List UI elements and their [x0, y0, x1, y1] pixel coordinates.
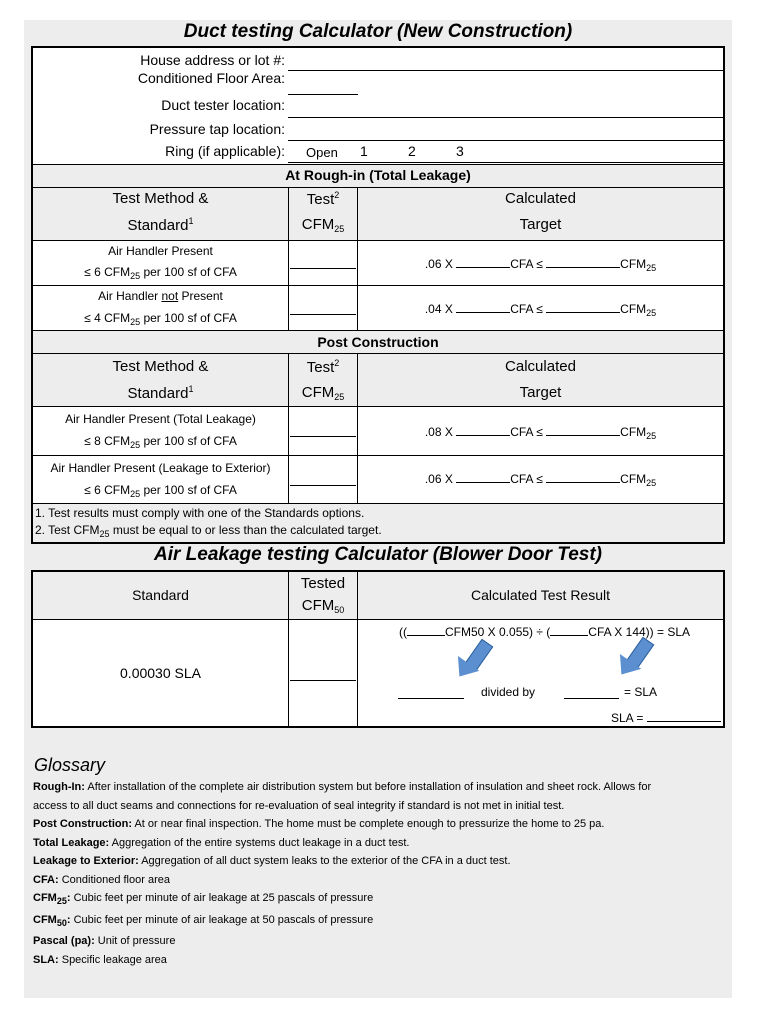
post-method-header-2: Standard$^1$: [127, 384, 194, 402]
post-test-header-2: $CFM_{25}$: [301, 384, 345, 402]
glossary-item: Rough-In: After installation of the complete air distribution system but before installation of insulation and sheet rock. Allows for: [33, 781, 652, 793]
target-header-2: Target: [519, 216, 562, 233]
sla-result-input[interactable]: [647, 710, 721, 722]
glossary-list: [33, 778, 728, 969]
ring-option-2[interactable]: 2: [408, 143, 416, 159]
post-row-1-target: .08 X CFA ≤ $CFM_{25}$: [424, 425, 657, 441]
post-method-header-1: Test Method &: [112, 358, 209, 375]
tap-location-label: Pressure tap location:: [149, 121, 285, 137]
glossary-item: Post Construction: At or near final inspection. The home must be complete enough to pressurize the home to 25 pa.: [33, 818, 605, 830]
tester-location-label: Duct tester location:: [161, 97, 285, 113]
formula-cfa-input[interactable]: [550, 624, 588, 636]
glossary-item: Leakage to Exterior: Aggregation of all duct system leaks to the exterior of the CFA in a duct test.: [33, 855, 511, 867]
result-header: Calculated Test Result: [470, 587, 611, 603]
post-row-2-cfa-input[interactable]: [456, 471, 510, 483]
denominator-input[interactable]: [564, 698, 619, 699]
duct-table: [31, 46, 725, 544]
post-row-1-test-input[interactable]: [290, 436, 356, 437]
test-header-2: $CFM_{25}$: [301, 216, 345, 234]
ring-option-open[interactable]: Open: [306, 145, 338, 160]
rough-row-1-name: Air Handler Present: [108, 244, 213, 258]
rough-row-2-name: Air Handler not Present: [98, 289, 223, 303]
post-target-header-1: Calculated: [505, 358, 576, 375]
tested-cfm50-input[interactable]: [290, 680, 356, 681]
sla-formula: (( CFM50 X 0.055) ÷ ( CFA X 144)) = SLA: [399, 625, 691, 639]
rough-row-2-cfm-input[interactable]: [546, 301, 620, 313]
glossary-item: Total Leakage: Aggregation of the entire systems duct leakage in a duct test.: [33, 836, 410, 849]
post-row-1-name: Air Handler Present (Total Leakage): [65, 412, 256, 426]
glossary-item: CFA: Conditioned floor area: [33, 873, 170, 886]
note-2: 2. Test $CFM_{25}$ must be equal to or less than the calculated target.: [35, 523, 382, 539]
blower-title: Air Leakage testing Calculator (Blower Door Test): [154, 544, 602, 565]
glossary-item: SLA: Specific leakage area: [33, 953, 167, 966]
cfa-label: Conditioned Floor Area:: [137, 70, 285, 86]
numerator-input[interactable]: [398, 698, 464, 699]
divided-by-label: divided by: [481, 685, 536, 699]
address-label: House address or lot #:: [140, 52, 285, 68]
rough-row-2-standard: ≤ 4 $CFM_{25}$ per 100 sf of CFA: [84, 311, 237, 327]
post-row-1-cfa-input[interactable]: [456, 424, 510, 436]
rough-row-2-cfa-input[interactable]: [456, 301, 510, 313]
glossary-item: $CFM_{25}$: Cubic feet per minute of air leakage at 25 pascals of pressure: [33, 892, 374, 906]
duct-title: Duct testing Calculator (New Construction): [183, 21, 573, 42]
rough-row-2-target: .04 X CFA ≤ $CFM_{25}$: [424, 302, 657, 318]
equals-sla-label: = SLA: [624, 685, 658, 699]
tester-location-line[interactable]: [288, 117, 724, 118]
glossary-title: Glossary: [34, 755, 106, 775]
sla-result: SLA =: [611, 710, 721, 725]
address-line[interactable]: [288, 70, 724, 71]
post-row-2-name: Air Handler Present (Leakage to Exterior): [50, 461, 271, 475]
cfa-line[interactable]: [288, 94, 358, 95]
glossary-item: Pascal (pa): Unit of pressure: [33, 935, 176, 947]
post-row-2-test-input[interactable]: [290, 485, 356, 486]
tap-location-line[interactable]: [288, 140, 724, 141]
rough-row-1-cfa-input[interactable]: [456, 256, 510, 268]
formula-cfm50-input[interactable]: [407, 624, 445, 636]
ring-option-1[interactable]: 1: [360, 143, 368, 159]
blower-table: [31, 570, 725, 728]
post-row-2-target: .06 X CFA ≤ $CFM_{25}$: [424, 472, 657, 488]
rough-row-1-target: .06 X CFA ≤ $CFM_{25}$: [424, 257, 657, 273]
glossary-item: access to all duct seams and connections for re-evaluation of seal integrity if standard is not met in initial test.: [33, 799, 565, 812]
target-header-1: Calculated: [505, 190, 576, 207]
post-construction-heading: Post Construction: [317, 334, 439, 350]
tested-header-2: $CFM_{50}$: [301, 597, 345, 615]
rough-row-2-test-input[interactable]: [290, 314, 356, 315]
calculator-page: [24, 20, 732, 998]
post-row-1-standard: ≤ 8 $CFM_{25}$ per 100 sf of CFA: [84, 434, 237, 450]
method-header-1: Test Method &: [112, 190, 209, 207]
post-row-2-cfm-input[interactable]: [546, 471, 620, 483]
standard-header: Standard: [132, 587, 189, 603]
rough-row-1-standard: ≤ 6 $CFM_{25}$ per 100 sf of CFA: [84, 265, 237, 281]
standard-value: 0.00030 SLA: [120, 665, 201, 681]
glossary-item: $CFM_{50}$: Cubic feet per minute of air leakage at 50 pascals of pressure: [33, 913, 374, 928]
rough-row-1-cfm-input[interactable]: [546, 256, 620, 268]
note-1: 1. Test results must comply with one of the Standards options.: [35, 506, 365, 520]
ring-label: Ring (if applicable):: [165, 143, 285, 159]
ring-option-3[interactable]: 3: [456, 143, 464, 159]
post-target-header-2: Target: [519, 384, 562, 401]
rough-in-heading: At Rough-in (Total Leakage): [285, 167, 471, 183]
post-row-1-cfm-input[interactable]: [546, 424, 620, 436]
tested-header-1: Tested: [300, 575, 346, 592]
post-row-2-standard: ≤ 6 $CFM_{25}$ per 100 sf of CFA: [84, 483, 237, 499]
rough-row-1-test-input[interactable]: [290, 268, 356, 269]
post-test-header-1: Test$^2$: [306, 358, 340, 376]
method-header-2: Standard$^1$: [127, 216, 194, 234]
ring-line: [288, 162, 724, 163]
test-header-1: Test$^2$: [306, 190, 340, 208]
